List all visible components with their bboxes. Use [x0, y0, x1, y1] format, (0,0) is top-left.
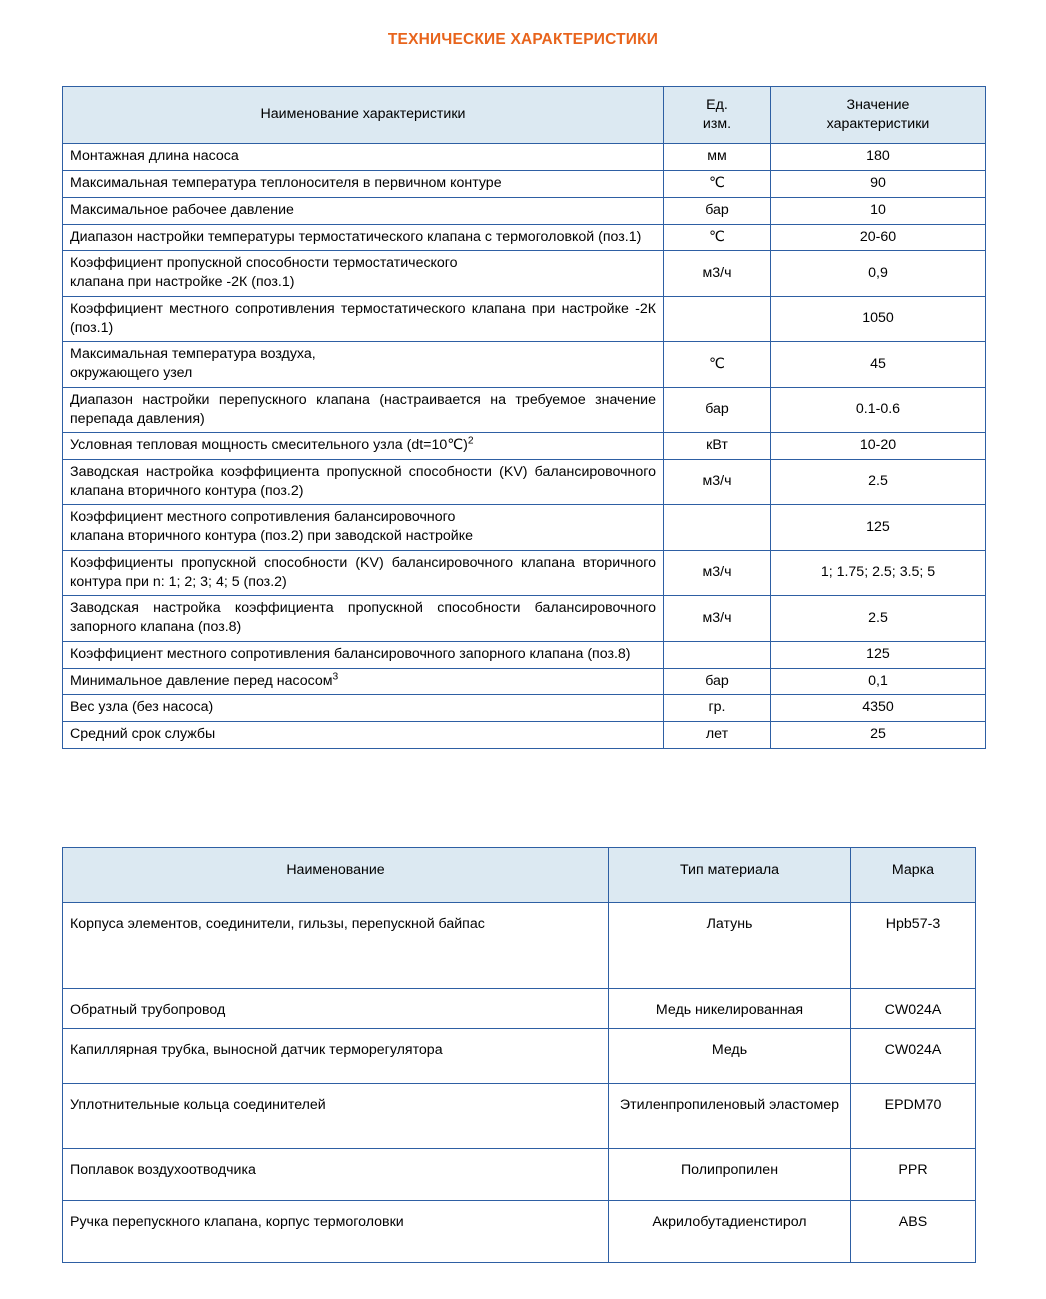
spec-unit-cell: гр. [664, 695, 771, 722]
spec-value-cell: 0,9 [771, 251, 986, 296]
materials-table-container [62, 847, 975, 1263]
material-grade-cell: CW024A [851, 1028, 976, 1083]
table-row [63, 550, 986, 595]
spec-value-cell: 125 [771, 641, 986, 668]
material-name-cell: Уплотнительные кольца соединителей [63, 1083, 609, 1148]
spec-value-cell: 1050 [771, 296, 986, 341]
spec-unit-cell [664, 296, 771, 341]
spec-name-cell: Монтажная длина насоса [63, 144, 664, 171]
materials-header-row [63, 848, 976, 903]
spec-name-cell: Заводская настройка коэффициента пропускной способности (KV) балансировочного клапана вторичного контура (поз.2) [63, 460, 664, 505]
spec-unit-cell: м3/ч [664, 550, 771, 595]
spec-name-cell: Коэффициенты пропускной способности (KV) балансировочного клапана вторичного контура при n: 1; 2; 3; 4; 5 (поз.2) [63, 550, 664, 595]
table-row [63, 197, 986, 224]
material-grade-cell: ABS [851, 1200, 976, 1262]
material-name-cell: Ручка перепускного клапана, корпус термоголовки [63, 1200, 609, 1262]
specs-header-unit-line1: Ед. [706, 97, 728, 113]
spec-name-cell: Минимальное давление перед насосом$^3$ [63, 668, 664, 695]
spec-name-cell: Коэффициент местного сопротивления балансировочного запорного клапана (поз.8) [63, 641, 664, 668]
spec-value-cell: 2.5 [771, 460, 986, 505]
spec-name-cell: Заводская настройка коэффициента пропускной способности балансировочного запорного клапана (поз.8) [63, 596, 664, 641]
material-name-cell: Обратный трубопровод [63, 988, 609, 1028]
spec-unit-cell: кВт [664, 433, 771, 460]
table-row [63, 988, 976, 1028]
spec-name-cell: Условная тепловая мощность смесительного узла (dt=10℃)$^2$ [63, 433, 664, 460]
materials-header-type: Тип материала [609, 848, 851, 903]
materials-header-grade: Марка [851, 848, 976, 903]
footnote-marker: 3 [332, 670, 339, 682]
spec-value-cell: 4350 [771, 695, 986, 722]
material-name-cell: Капиллярная трубка, выносной датчик терморегулятора [63, 1028, 609, 1083]
table-row [63, 641, 986, 668]
spec-value-cell: 125 [771, 505, 986, 550]
table-row [63, 1148, 976, 1200]
table-row [63, 433, 986, 460]
spec-unit-cell: бар [664, 387, 771, 432]
spec-unit-cell: ℃ [664, 342, 771, 387]
specs-header-value-line1: Значение [846, 97, 910, 113]
page-title: ТЕХНИЧЕСКИЕ ХАРАКТЕРИСТИКИ [387, 31, 659, 48]
spec-unit-cell: бар [664, 197, 771, 224]
spec-name-cell: Коэффициент местного сопротивления балансировочного клапана вторичного контура (поз.2) при заводской настройке [63, 505, 664, 550]
specs-header-row [63, 87, 986, 144]
table-row [63, 1200, 976, 1262]
spec-value-cell: 2.5 [771, 596, 986, 641]
spec-value-cell: 10-20 [771, 433, 986, 460]
spec-value-cell: 0,1 [771, 668, 986, 695]
material-type-cell: Акрилобутадиенстирол [609, 1200, 851, 1262]
spec-unit-cell: лет [664, 722, 771, 749]
table-row [63, 342, 986, 387]
specs-table-container [62, 86, 985, 749]
specs-table-body [63, 144, 986, 748]
table-row [63, 902, 976, 988]
spec-name-cell: Коэффициент местного сопротивления термостатического клапана при настройке -2К (поз.1) [63, 296, 664, 341]
spec-name-cell: Диапазон настройки перепускного клапана (настраивается на требуемое значение перепада давления) [63, 387, 664, 432]
spec-name-cell: Максимальная температура воздуха, окружающего узел [63, 342, 664, 387]
spec-value-cell: 1; 1.75; 2.5; 3.5; 5 [771, 550, 986, 595]
spec-unit-cell: мм [664, 144, 771, 171]
technical-specifications-table [62, 86, 986, 749]
table-row [63, 296, 986, 341]
table-row [63, 224, 986, 251]
specs-header-value [771, 87, 986, 144]
material-type-cell: Этиленпропиленовый эластомер [609, 1083, 851, 1148]
table-row [63, 596, 986, 641]
material-grade-cell: CW024A [851, 988, 976, 1028]
spec-value-cell: 0.1-0.6 [771, 387, 986, 432]
specs-header-name: Наименование характеристики [63, 87, 664, 144]
table-row [63, 668, 986, 695]
spec-name-cell: Средний срок службы [63, 722, 664, 749]
table-row [63, 251, 986, 296]
spec-value-cell: 45 [771, 342, 986, 387]
spec-name-cell: Максимальная температура теплоносителя в первичном контуре [63, 171, 664, 198]
material-type-cell: Полипропилен [609, 1148, 851, 1200]
table-row [63, 505, 986, 550]
spec-name-cell: Диапазон настройки температуры термостатического клапана с термоголовкой (поз.1) [63, 224, 664, 251]
table-row [63, 387, 986, 432]
spec-value-cell: 90 [771, 171, 986, 198]
table-row [63, 1083, 976, 1148]
spec-unit-cell: бар [664, 668, 771, 695]
spec-name-cell: Максимальное рабочее давление [63, 197, 664, 224]
material-grade-cell: PPR [851, 1148, 976, 1200]
spec-name-cell: Коэффициент пропускной способности термостатического клапана при настройке -2К (поз.1) [63, 251, 664, 296]
materials-table-header [63, 848, 976, 903]
table-row [63, 695, 986, 722]
specs-header-unit [664, 87, 771, 144]
table-row [63, 144, 986, 171]
spec-value-cell: 20-60 [771, 224, 986, 251]
specs-header-value-line2: характеристики [826, 115, 930, 132]
spec-value-cell: 10 [771, 197, 986, 224]
material-type-cell: Медь [609, 1028, 851, 1083]
table-row [63, 722, 986, 749]
table-row [63, 460, 986, 505]
specs-table-header [63, 87, 986, 144]
material-type-cell: Медь никелированная [609, 988, 851, 1028]
material-grade-cell: EPDM70 [851, 1083, 976, 1148]
materials-table-body [63, 902, 976, 1262]
spec-unit-cell [664, 505, 771, 550]
material-grade-cell: Hpb57-3 [851, 902, 976, 988]
material-type-cell: Латунь [609, 902, 851, 988]
spec-unit-cell: м3/ч [664, 596, 771, 641]
spec-unit-cell: м3/ч [664, 460, 771, 505]
material-name-cell: Поплавок воздухоотводчика [63, 1148, 609, 1200]
table-row [63, 1028, 976, 1083]
materials-header-name: Наименование [63, 848, 609, 903]
footnote-marker: 2 [467, 435, 474, 447]
table-row [63, 171, 986, 198]
material-name-cell: Корпуса элементов, соединители, гильзы, перепускной байпас [63, 902, 609, 988]
spec-unit-cell: ℃ [664, 171, 771, 198]
spec-unit-cell: ℃ [664, 224, 771, 251]
spec-unit-cell [664, 641, 771, 668]
spec-value-cell: 180 [771, 144, 986, 171]
spec-value-cell: 25 [771, 722, 986, 749]
specs-header-unit-line2: изм. [702, 115, 732, 132]
spec-unit-cell: м3/ч [664, 251, 771, 296]
materials-table [62, 847, 976, 1263]
spec-name-cell: Вес узла (без насоса) [63, 695, 664, 722]
